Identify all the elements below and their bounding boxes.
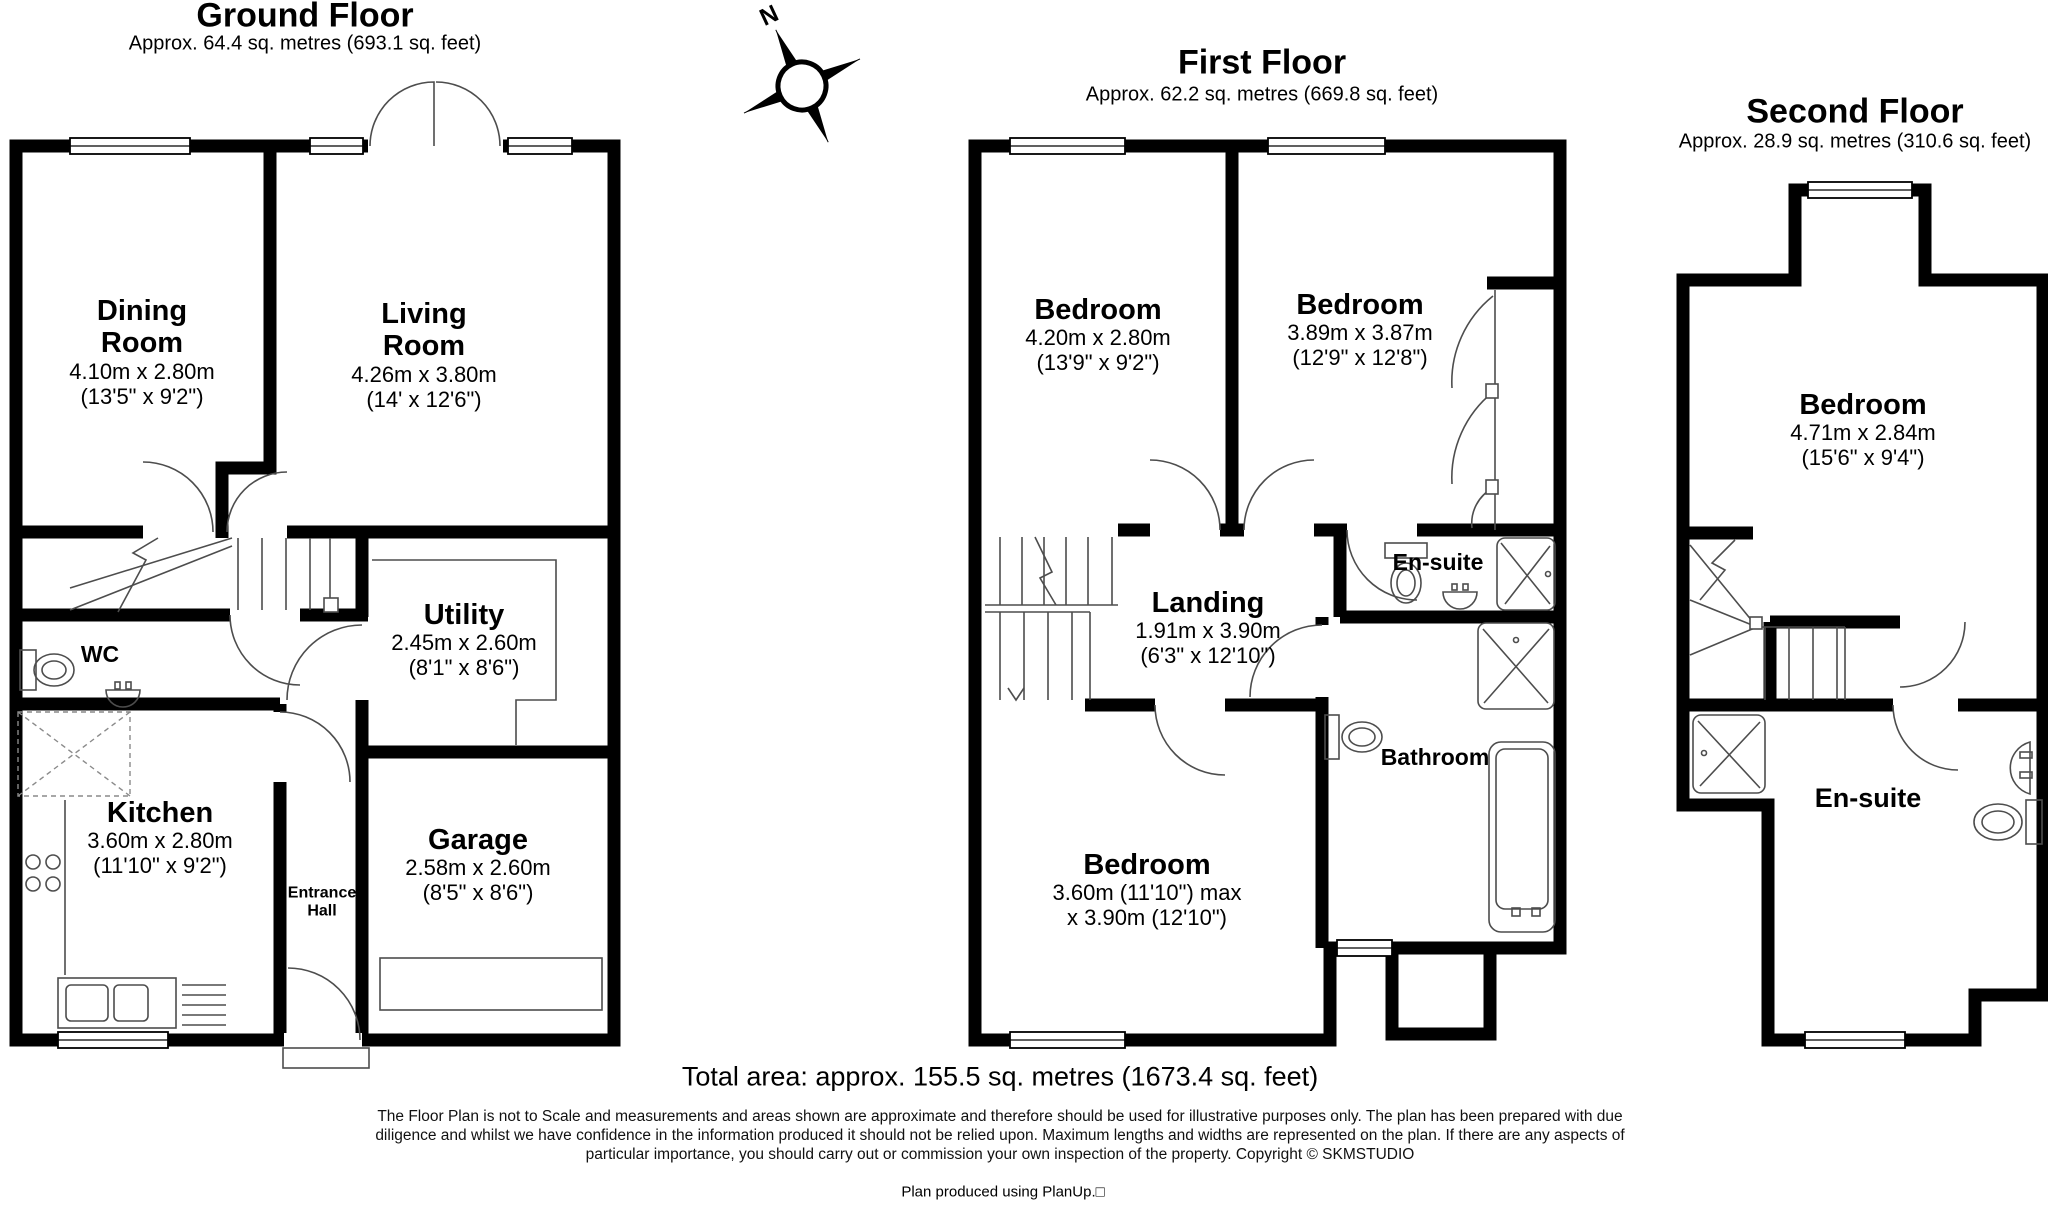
disclaimer-line-2: diligence and whilst we have confidence in the information produced it should not be relied upon. Maximum lengths and widths are represented on the plan. If there are any aspects of bbox=[375, 1127, 1625, 1144]
credit-text: Plan produced using PlanUp.□ bbox=[901, 1183, 1105, 1201]
room-label-bedroom1: Bedroom 4.20m x 2.80m (13'9" x 9'2") bbox=[1025, 294, 1171, 376]
total-area-text: Total area: approx. 155.5 sq. metres (1673.4 sq. feet) bbox=[681, 1061, 1319, 1092]
gf-french-doors bbox=[368, 82, 503, 154]
first-floor-title: First Floor bbox=[1177, 43, 1347, 82]
room-label-bedroom2: Bedroom 3.89m x 3.87m (12'9" x 12'8") bbox=[1287, 289, 1433, 371]
ff-bathroom-fixtures bbox=[1325, 623, 1555, 932]
sf-ensuite-fixtures bbox=[1693, 715, 2042, 844]
ground-floor-title: Ground Floor bbox=[196, 0, 414, 35]
first-floor-area: Approx. 62.2 sq. metres (669.8 sq. feet) bbox=[1085, 83, 1439, 106]
room-label-entrance-hall: Entrance Hall bbox=[287, 884, 357, 920]
disclaimer-line-3: particular importance, you should carry out or commission your own inspection of the property. Copyright © SKMSTUDIO bbox=[585, 1146, 1415, 1163]
room-label-bathroom: Bathroom bbox=[1380, 744, 1490, 771]
room-label-ensuite-sf: En-suite bbox=[1814, 782, 1922, 813]
sf-doors bbox=[1893, 622, 1965, 770]
gf-doors bbox=[143, 462, 369, 1068]
ground-floor-area: Approx. 64.4 sq. metres (693.1 sq. feet) bbox=[128, 32, 482, 55]
room-label-wc: WC bbox=[80, 641, 120, 668]
sf-windows bbox=[1805, 182, 1912, 1048]
second-floor-area: Approx. 28.9 sq. metres (310.6 sq. feet) bbox=[1678, 130, 2032, 153]
compass-icon bbox=[706, 0, 887, 169]
second-floor-title: Second Floor bbox=[1746, 92, 1964, 131]
room-label-ensuite-ff: En-suite bbox=[1392, 549, 1484, 576]
gf-garage-door bbox=[380, 958, 602, 1010]
compass-north-label: N bbox=[755, 0, 783, 32]
room-label-bedroom3: Bedroom 3.60m (11'10") max x 3.90m (12'10") bbox=[1052, 849, 1242, 931]
room-label-landing: Landing 1.91m x 3.90m (6'3" x 12'10") bbox=[1135, 587, 1281, 669]
room-label-bedroom-sf: Bedroom 4.71m x 2.84m (15'6" x 9'4") bbox=[1790, 389, 1936, 471]
room-label-kitchen: Kitchen 3.60m x 2.80m (11'10" x 9'2") bbox=[87, 797, 233, 879]
disclaimer-line-1: The Floor Plan is not to Scale and measurements and areas shown are approximate and therefore should be used for illustrative purposes only. The plan has been prepared with due bbox=[377, 1108, 1623, 1125]
room-label-living: Living Room 4.26m x 3.80m (14' x 12'6") bbox=[351, 297, 497, 412]
ff-stairs bbox=[985, 537, 1118, 700]
room-label-utility: Utility 2.45m x 2.60m (8'1" x 8'6") bbox=[391, 599, 537, 681]
second-floor-plan bbox=[1683, 182, 2043, 1048]
room-label-garage: Garage 2.58m x 2.60m (8'5" x 8'6") bbox=[405, 824, 551, 906]
room-label-dining: Dining Room 4.10m x 2.80m (13'5" x 9'2") bbox=[69, 294, 215, 409]
gf-stairs bbox=[70, 538, 338, 612]
ff-wardrobe bbox=[1452, 290, 1498, 530]
